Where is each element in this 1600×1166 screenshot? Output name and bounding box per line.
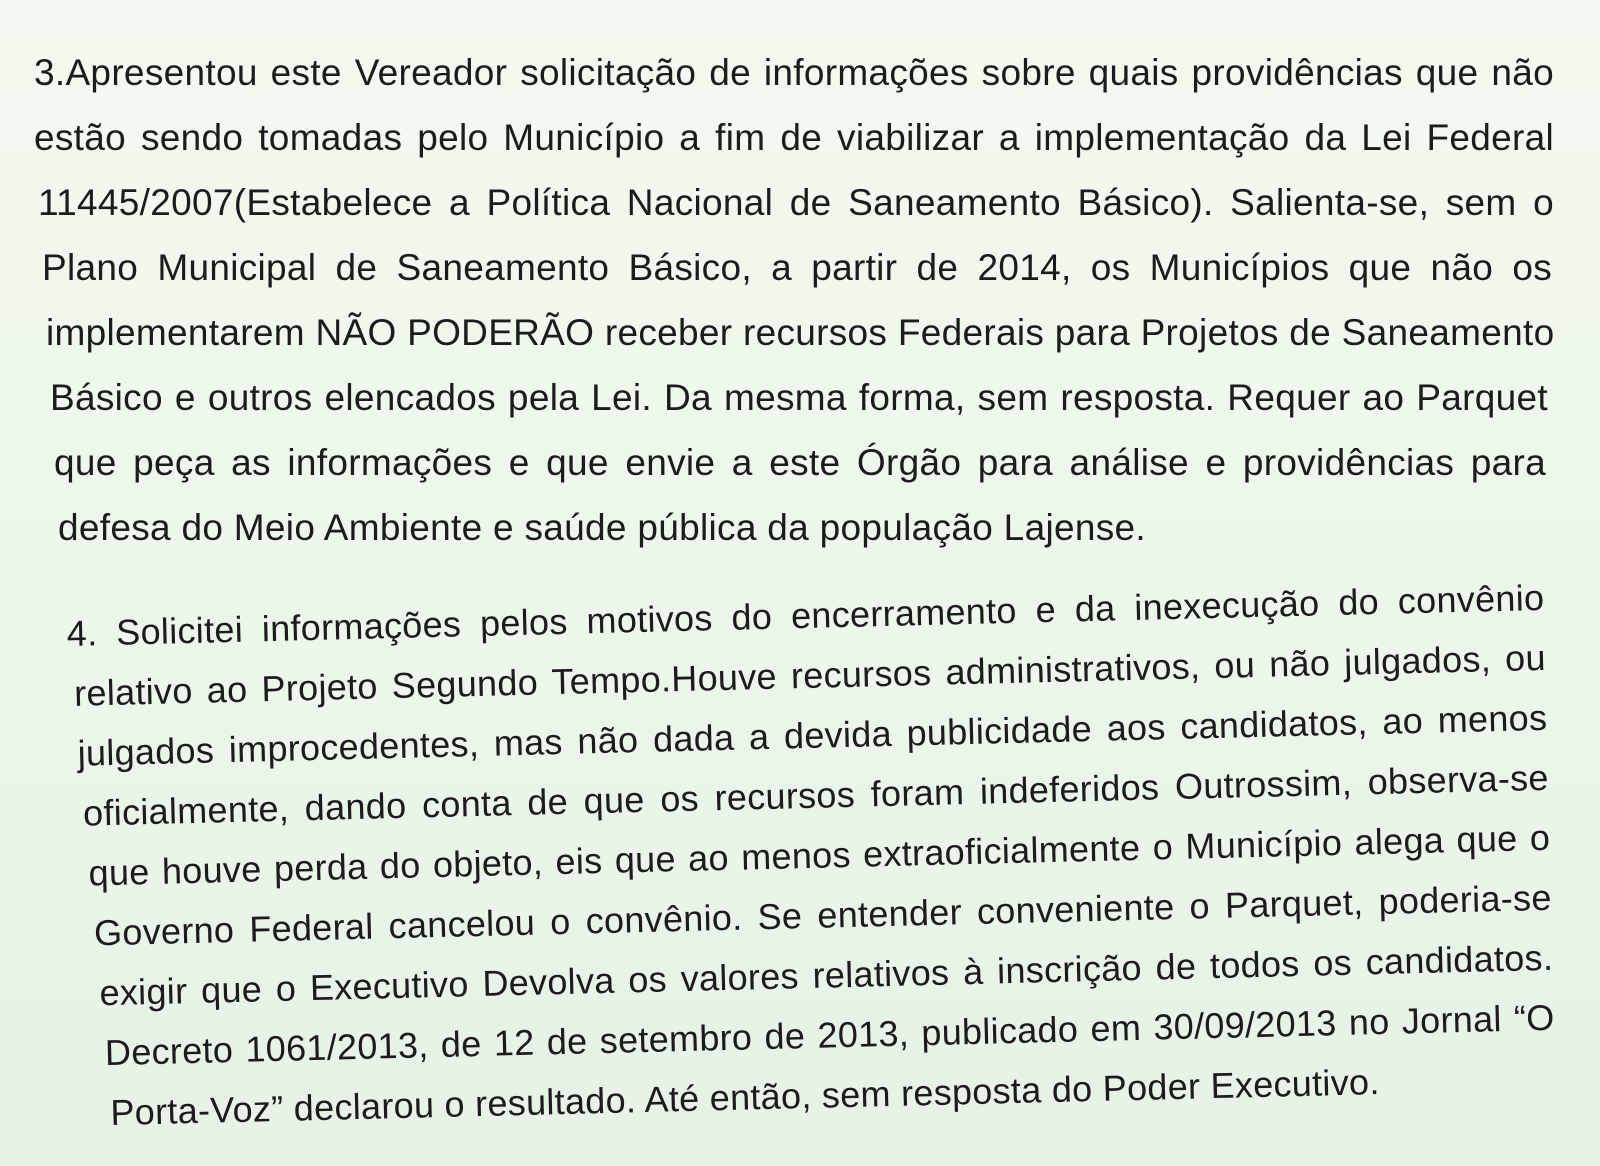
paragraph-line: 11445/2007(Estabelece a Política Nacional de Saneamento Básico). Salienta-se, sem o	[38, 182, 1554, 223]
paragraph-line: implementarem NÃO PODERÃO receber recursos Federais para Projetos de Saneamento	[46, 312, 1555, 353]
paragraph-line: julgados improcedentes, mas não dada a devida publicidade aos candidatos, ao menos	[77, 696, 1548, 774]
paragraph-line: Plano Municipal de Saneamento Básico, a partir de 2014, os Municípios que não os	[42, 247, 1552, 288]
paragraph-line: defesa do Meio Ambiente e saúde pública da população Lajense.	[58, 507, 1146, 548]
paragraph-line: Governo Federal cancelou o convênio. Se entender conveniente o Parquet, poderia-se	[93, 876, 1553, 954]
paragraph-line: Básico e outros elencados pela Lei. Da mesma forma, sem resposta. Requer ao Parquet	[50, 377, 1548, 418]
paragraph-4	[66, 568, 1557, 1144]
paragraph-line: oficialmente, dando conta de que os recursos foram indeferidos Outrossim, observa-se	[82, 756, 1550, 834]
paragraph-line: 4. Solicitei informações pelos motivos do encerramento e da inexecução do convênio	[66, 576, 1545, 654]
paragraph-line: que peça as informações e que envie a este Órgão para análise e providências para	[54, 442, 1546, 483]
paragraph-line: exigir que o Executivo Devolva os valores relativos à inscrição de todos os candidatos.	[99, 936, 1554, 1014]
paragraph-line: Porta-Voz” declarou o resultado. Até então, sem resposta do Poder Executivo.	[109, 1061, 1381, 1134]
paragraph-line: que houve perda do objeto, eis que ao menos extraoficialmente o Município alega que o	[88, 816, 1551, 894]
paragraph-line: estão sendo tomadas pelo Município a fim de viabilizar a implementação da Lei Federal	[34, 117, 1554, 158]
paragraph-3	[34, 40, 1554, 560]
paragraph-line: relativo ao Projeto Segundo Tempo.Houve recursos administrativos, ou não julgados, ou	[73, 636, 1547, 714]
paragraph-line: Decreto 1061/2013, de 12 de setembro de 2013, publicado em 30/09/2013 no Jornal “O	[104, 996, 1556, 1074]
paragraph-line: 3.Apresentou este Vereador solicitação de informações sobre quais providências que não	[34, 52, 1554, 93]
